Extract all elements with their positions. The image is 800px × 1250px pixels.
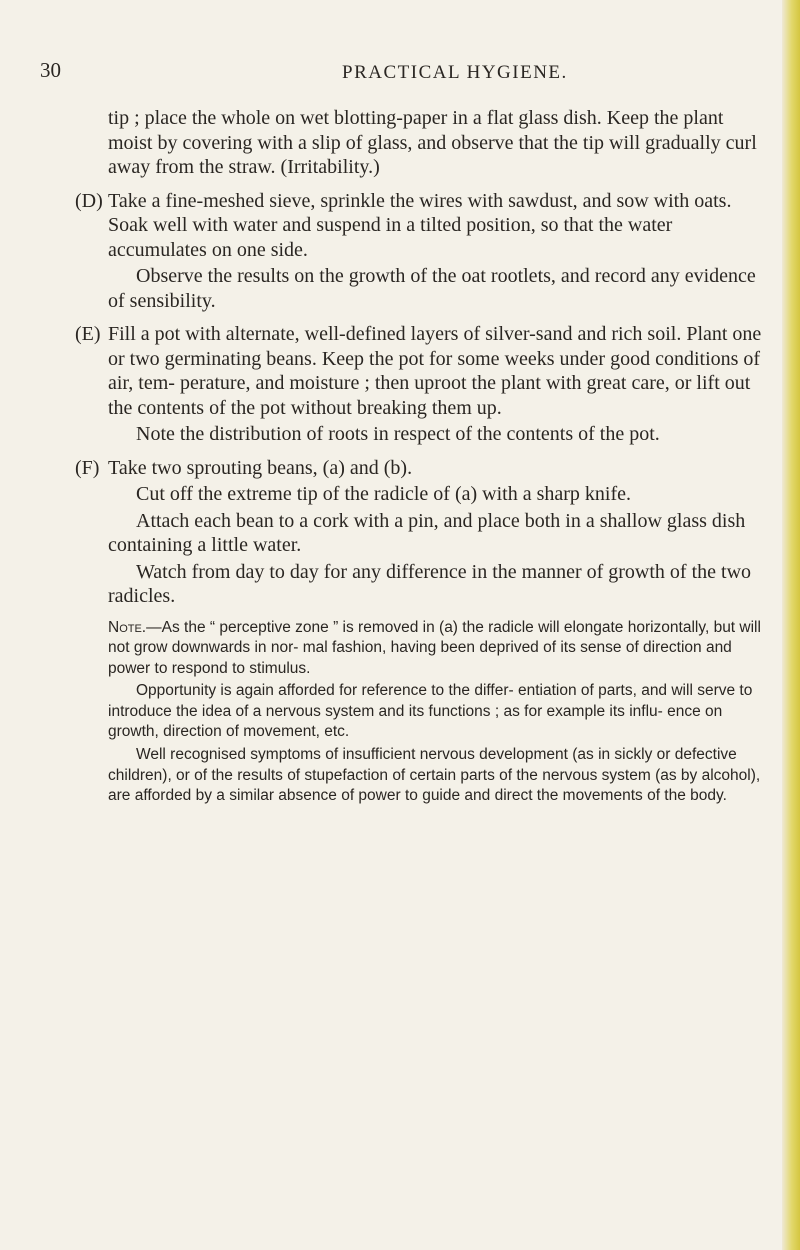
item-e-label: (E) [75,323,101,345]
running-head: PRACTICAL HYGIENE. [342,62,568,83]
item-f-label: (F) [75,456,100,479]
page-number: 30 [40,58,61,82]
page-edge [782,0,800,1250]
item-d-observation: Observe the results on the growth of the oat rootlets, and record any evidence of sensibility. [108,265,756,312]
note-paragraph: Well recognised symptoms of insufficient nervous development (as in sickly or defective children), or of the results of stupefaction of certain parts of the nervous system (as by alcohol), are afforded by a similar absence of power to guide and direct the movements of the body. [108,746,761,805]
item-f-text: Take two sprouting beans, (a) and (b). [108,456,413,479]
item-e-note: Note the distribution of roots in respect of the contents of the pot. [136,423,660,445]
item-e-text: Fill a pot with alternate, well-defined layers of silver-sand and rich soil. Plant one or two germinating beans. Keep the pot for some weeks under good conditions of air, tem- perature, and moisture ; then uproot the plant with great care, or lift out the contents of the pot without breaking them up. [108,323,762,419]
note-block [108,618,766,807]
page-header [0,58,780,88]
note-label: Note. [108,618,147,636]
item-d-label: (D) [75,189,103,212]
item-e [75,322,766,447]
note-first-paragraph [108,618,766,680]
note-paragraph: Opportunity is again afforded for reference to the differ- entiation of parts, and will serve to introduce the idea of a nervous system and its functions ; as for example its influ- ence on growth, direction of movement, etc. [108,682,753,741]
item-f [75,456,766,609]
item-d-text: Take a fine-meshed sieve, sprinkle the wires with sawdust, and sow with oats. Soak well with water and suspend in a tilted position, so that the water accumulates on one side. [108,189,732,261]
item-f-step: Watch from day to day for any difference in the manner of growth of the two radicles. [108,560,752,607]
intro-paragraph: tip ; place the whole on wet blotting-paper in a flat glass dish. Keep the plant moist by covering with a slip of glass, and observe that the tip will gradually curl away from the straw. (Irritability.) [108,107,757,178]
item-d [75,189,766,314]
note-text: —As the “ perceptive zone ” is removed in (a) the radicle will elongate horizontally, but will not grow downwards in nor- mal fashion, having been deprived of its sense of direction and power to respond to stimulus. [108,618,761,677]
page-body [0,106,780,807]
item-f-step: Attach each bean to a cork with a pin, and place both in a shallow glass dish containing a little water. [108,509,746,556]
item-f-step: Cut off the extreme tip of the radicle of (a) with a sharp knife. [136,483,632,505]
